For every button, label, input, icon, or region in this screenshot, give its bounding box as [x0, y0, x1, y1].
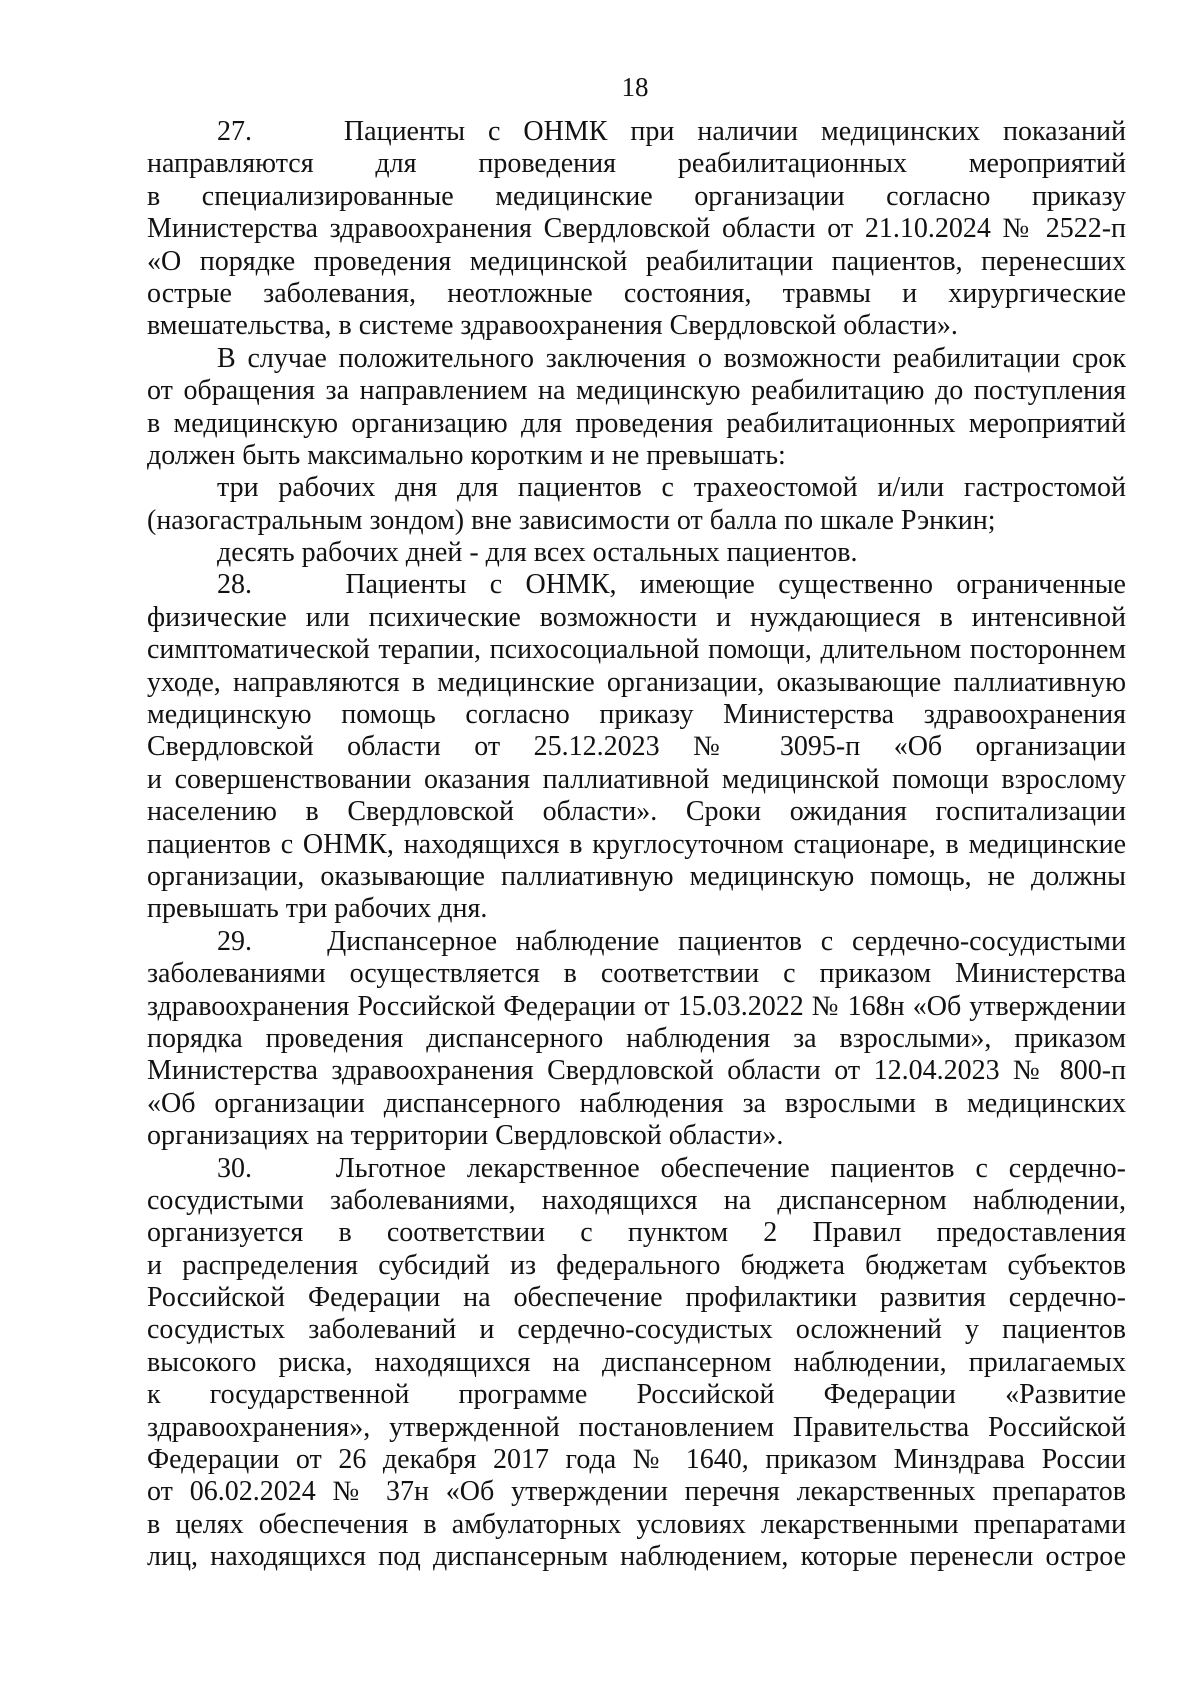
- text-line: уходе, направляются в медицинские организации, оказывающие паллиативную: [147, 666, 1126, 698]
- text-line: вмешательства, в системе здравоохранения Свердловской области».: [147, 310, 958, 342]
- text-line: Министерства здравоохранения Свердловской области от 12.04.2023 № 800-п: [147, 1055, 1126, 1087]
- text-line: симптоматической терапии, психосоциальной помощи, длительном постороннем: [147, 634, 1126, 666]
- paragraph-p27: [147, 116, 1126, 343]
- text-line: острые заболевания, неотложные состояния, травмы и хирургические: [147, 277, 1126, 309]
- text-line: от 06.02.2024 № 37н «Об утверждении перечня лекарственных препаратов: [147, 1476, 1126, 1508]
- text-line: к государственной программе Российской Федерации «Развитие: [147, 1379, 1126, 1411]
- text-line: медицинскую помощь согласно приказу Министерства здравоохранения: [147, 699, 1126, 731]
- text-line: «О порядке проведения медицинской реабилитации пациентов, перенесших: [147, 245, 1126, 277]
- paragraph-p27d: [147, 537, 1126, 569]
- text-line: в медицинскую организацию для проведения реабилитационных мероприятий: [147, 407, 1126, 439]
- text-line: физические или психические возможности и нуждающиеся в интенсивной: [147, 601, 1126, 633]
- text-line: Федерации от 26 декабря 2017 года № 1640, приказом Минздрава России: [147, 1444, 1126, 1476]
- paragraph-p28: [147, 569, 1126, 925]
- text-line: 30. Льготное лекарственное обеспечение пациентов с сердечно-: [217, 1152, 1126, 1184]
- text-line: 29. Диспансерное наблюдение пациентов с сердечно-сосудистыми: [217, 925, 1126, 957]
- text-line: 27. Пациенты с ОНМК при наличии медицинских показаний: [217, 116, 1126, 147]
- text-line: организациях на территории Свердловской области».: [147, 1120, 784, 1152]
- text-line: порядка проведения диспансерного наблюдения за взрослыми», приказом: [147, 1022, 1126, 1054]
- text-line: и совершенствовании оказания паллиативной медицинской помощи взрослому: [147, 763, 1126, 795]
- text-line: сосудистыми заболеваниями, находящихся на диспансерном наблюдении,: [147, 1184, 1126, 1216]
- text-line: (назогастральным зондом) вне зависимости от балла по шкале Рэнкин;: [147, 504, 996, 536]
- text-line: здравоохранения Российской Федерации от 15.03.2022 № 168н «Об утверждении: [147, 990, 1126, 1022]
- text-line: Министерства здравоохранения Свердловской области от 21.10.2024 № 2522-п: [147, 213, 1126, 245]
- text-line: организации, оказывающие паллиативную медицинскую помощь, не должны: [147, 860, 1126, 892]
- text-line: три рабочих дня для пациентов с трахеостомой и/или гастростомой: [217, 472, 1126, 504]
- text-line: превышать три рабочих дня.: [147, 893, 488, 925]
- paragraph-p27c: [147, 472, 1126, 537]
- paragraph-p30: [147, 1153, 1126, 1574]
- text-line: пациентов с ОНМК, находящихся в круглосуточном стационаре, в медицинские: [147, 828, 1126, 860]
- text-line: должен быть максимально коротким и не превышать:: [147, 439, 786, 471]
- text-line: Свердловской области от 25.12.2023 № 3095-п «Об организации: [147, 731, 1126, 763]
- text-line: В случае положительного заключения о возможности реабилитации срок: [217, 342, 1126, 374]
- text-line: в целях обеспечения в амбулаторных условиях лекарственными препаратами: [147, 1508, 1126, 1540]
- page-number: 18: [621, 72, 649, 102]
- text-line: направляются для проведения реабилитационных мероприятий: [147, 148, 1126, 180]
- text-line: организуется в соответствии с пунктом 2 Правил предоставления: [147, 1217, 1126, 1249]
- text-line: заболеваниями осуществляется в соответствии с приказом Министерства: [147, 958, 1126, 990]
- text-line: от обращения за направлением на медицинскую реабилитацию до поступления: [147, 375, 1126, 407]
- paragraph-p27b: [147, 343, 1126, 473]
- text-line: десять рабочих дней - для всех остальных пациентов.: [217, 537, 858, 569]
- text-line: лиц, находящихся под диспансерным наблюдением, которые перенесли острое: [147, 1541, 1126, 1573]
- text-line: высокого риска, находящихся на диспансерном наблюдении, прилагаемых: [147, 1346, 1126, 1378]
- document-body: [147, 116, 1126, 1574]
- text-line: населению в Свердловской области». Сроки ожидания госпитализации: [147, 796, 1126, 828]
- text-line: «Об организации диспансерного наблюдения за взрослыми в медицинских: [147, 1087, 1126, 1119]
- text-line: Российской Федерации на обеспечение профилактики развития сердечно-: [147, 1282, 1126, 1314]
- text-line: и распределения субсидий из федерального бюджета бюджетам субъектов: [147, 1249, 1126, 1281]
- text-line: 28. Пациенты с ОНМК, имеющие существенно ограниченные: [217, 569, 1126, 601]
- text-line: здравоохранения», утвержденной постановлением Правительства Российской: [147, 1411, 1126, 1443]
- text-line: в специализированные медицинские организации согласно приказу: [147, 180, 1126, 212]
- paragraph-p29: [147, 926, 1126, 1153]
- text-line: сосудистых заболеваний и сердечно-сосудистых осложнений у пациентов: [147, 1314, 1126, 1346]
